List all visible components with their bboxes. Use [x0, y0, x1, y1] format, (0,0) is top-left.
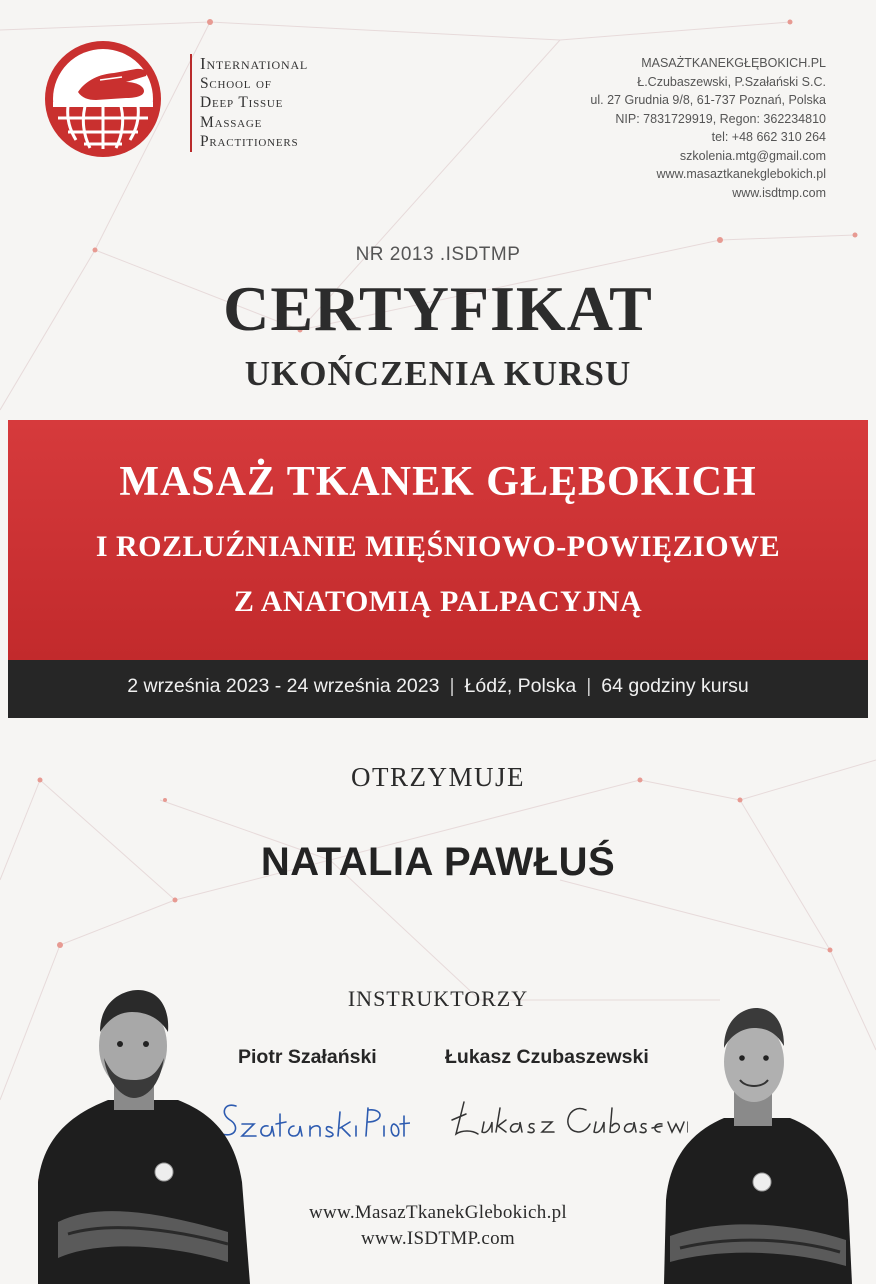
instructors-label: INSTRUKTORZY [347, 986, 529, 1011]
contact-line: szkolenia.mtg@gmail.com [679, 148, 826, 163]
certificate-subtitle: UKOŃCZENIA KURSU [244, 354, 632, 393]
course-title-line3: Z ANATOMIĄ PALPACYJNĄ [233, 585, 643, 618]
org-name-line: Practitioners [200, 133, 299, 150]
contact-line: www.masaztkanekglebokich.pl [656, 167, 826, 181]
contact-line: NIP: 7831729919, Regon: 362234810 [615, 111, 826, 126]
signature-second-icon [448, 1094, 688, 1146]
contact-line: MASAŻTKANEKGŁĘBOKICH.PL [641, 56, 826, 70]
contact-line: ul. 27 Grudnia 9/8, 61-737 Poznań, Polska [590, 93, 826, 107]
org-name-line: International [200, 54, 309, 73]
recipient-name: NATALIA PAWŁUŚ [260, 840, 616, 884]
instructor-name-first: Piotr Szałański [238, 1046, 377, 1068]
school-logo-icon [40, 36, 166, 162]
course-title-line1: MASAŻ TKANEK GŁĘBOKICH [119, 459, 757, 505]
recipient-label: OTRZYMUJE [351, 762, 525, 792]
contact-block [590, 54, 826, 202]
course-location: Łódź, Polska [464, 675, 577, 697]
contact-line: tel: +48 662 310 264 [711, 130, 826, 144]
course-hours: 64 godziny kursu [601, 675, 749, 697]
instructor-name-second: Łukasz Czubaszewski [445, 1046, 649, 1068]
org-name-line: Massage [200, 113, 263, 131]
org-name-line: School of [200, 74, 272, 92]
course-details-band [8, 660, 868, 718]
course-dates: 2 września 2023 - 24 września 2023 [127, 675, 440, 697]
details-separator: | [586, 675, 592, 697]
contact-line: Ł.Czubaszewski, P.Szałański S.C. [637, 74, 826, 89]
org-name-line: Deep Tissue [200, 94, 284, 111]
organization-name [190, 54, 308, 152]
certificate-number: NR 2013 .ISDTMP [355, 244, 521, 265]
certificate-title: CERTYFIKAT [223, 273, 653, 344]
footer-url-primary[interactable]: www.MasazTkanekGlebokich.pl [308, 1202, 567, 1223]
course-title-band [8, 420, 868, 660]
course-title-line2: I ROZLUŹNIANIE MIĘŚNIOWO-POWIĘZIOWE [95, 530, 781, 563]
contact-line: www.isdtmp.com [732, 185, 826, 200]
footer-url-secondary[interactable]: www.ISDTMP.com [361, 1228, 515, 1249]
details-separator: | [449, 675, 455, 697]
